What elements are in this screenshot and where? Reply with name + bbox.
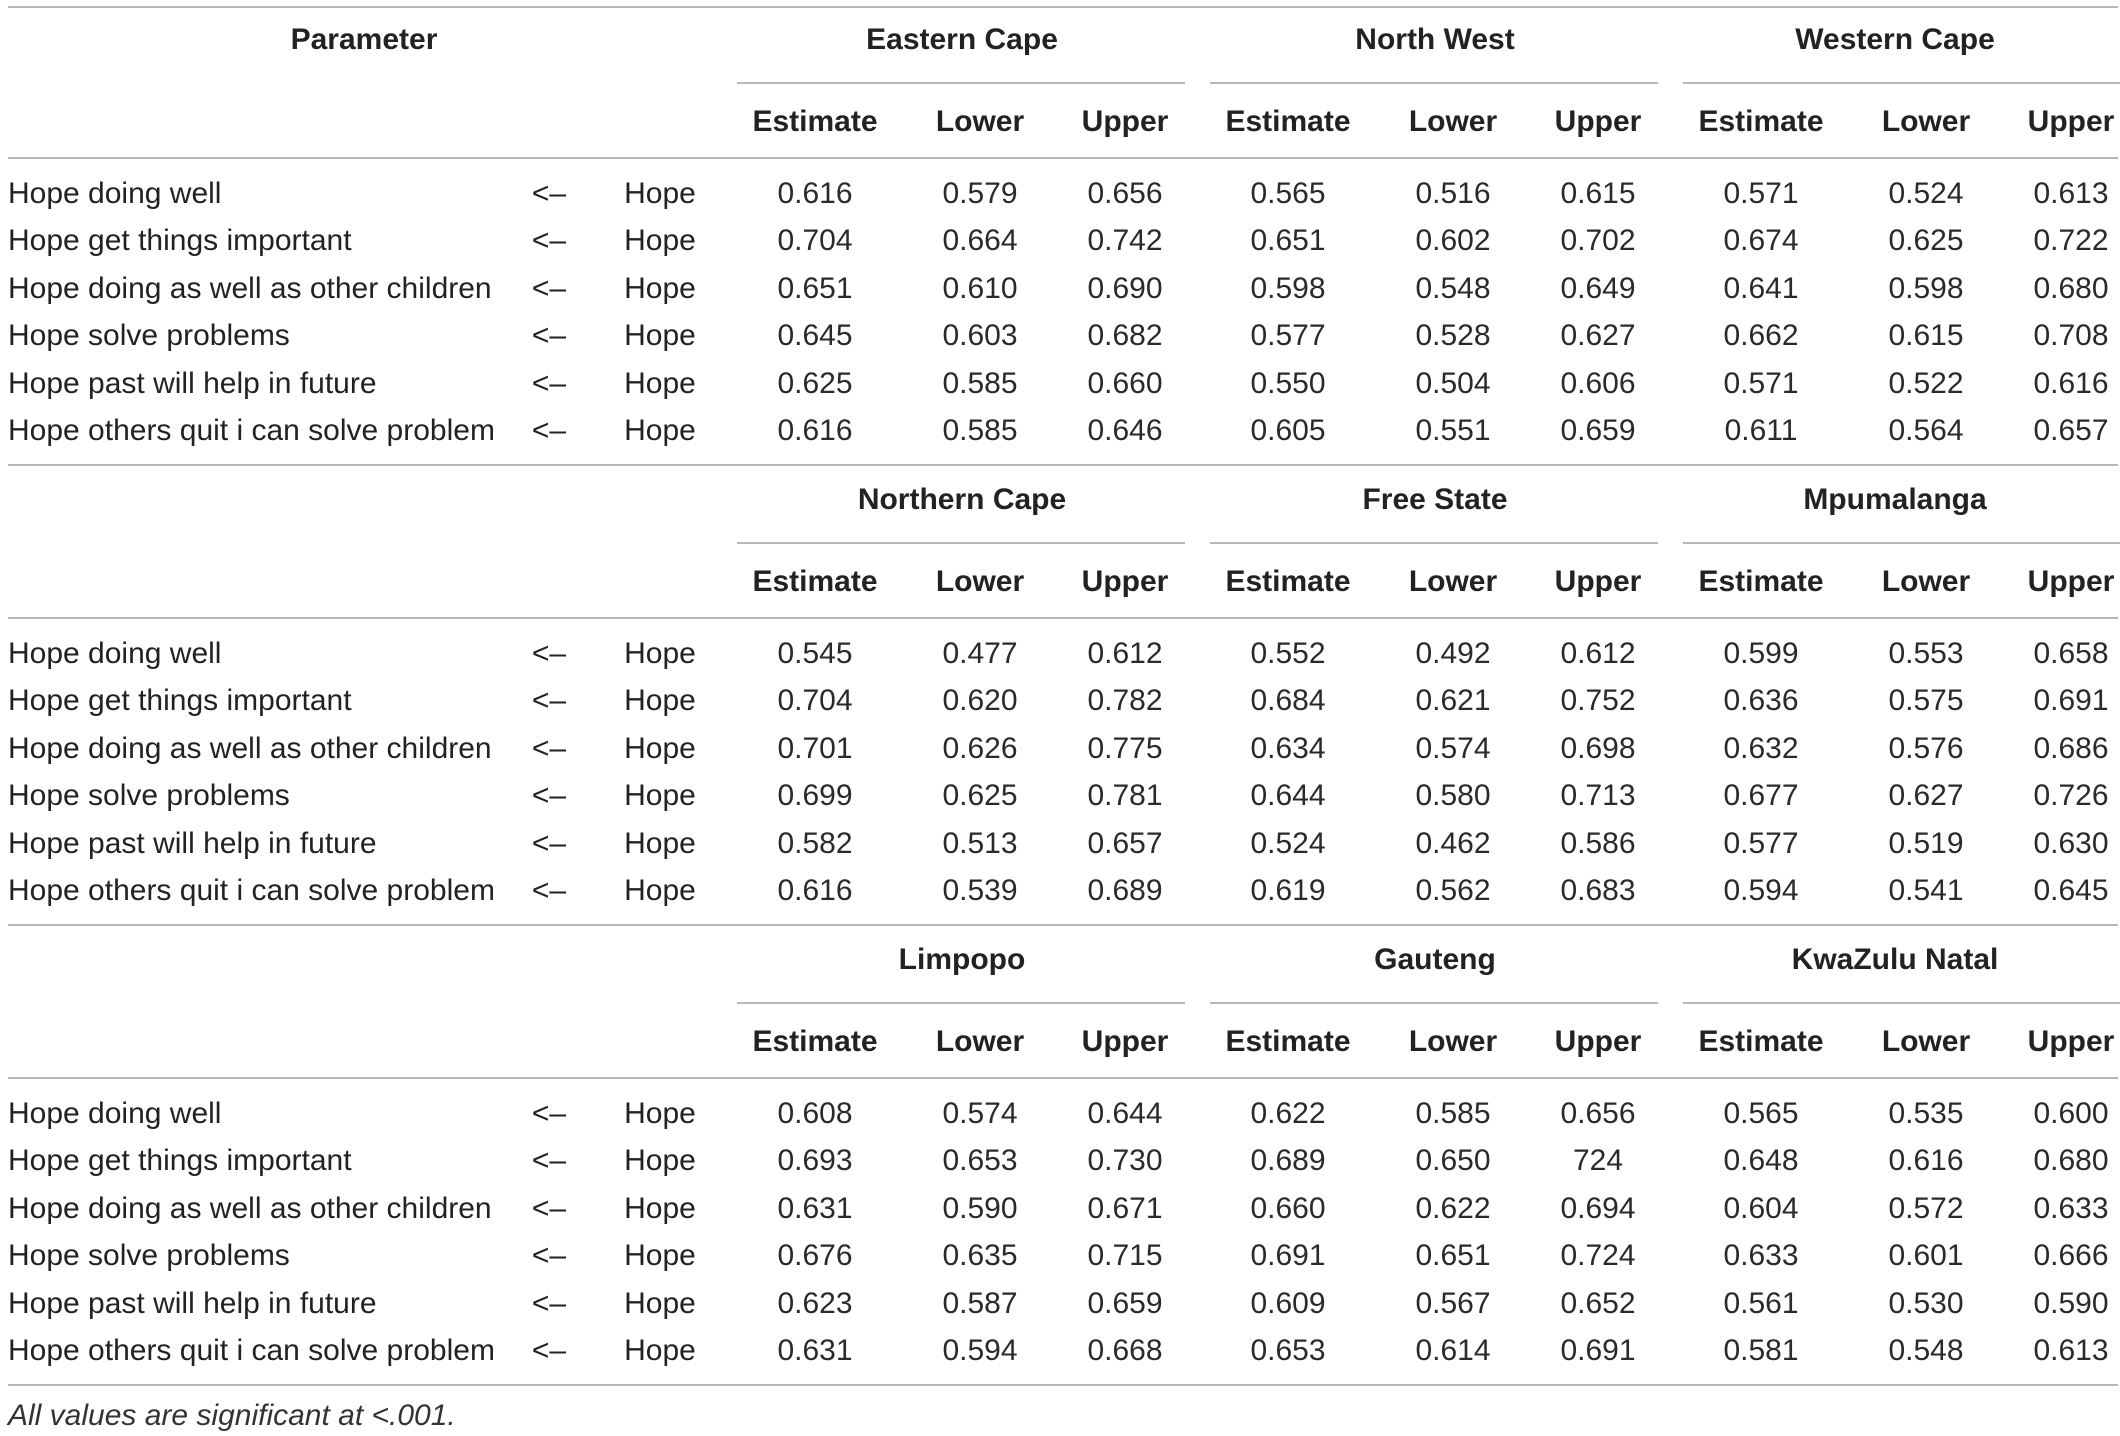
value-cell: 0.574 [942, 1097, 1018, 1130]
province-header: Free State [1362, 483, 1508, 516]
value-cell: 0.686 [2033, 732, 2109, 765]
value-cell: 0.530 [1888, 1287, 1964, 1320]
value-cell: 0.698 [1560, 732, 1636, 765]
value-cell: 0.668 [1087, 1334, 1163, 1367]
value-cell: 0.691 [1250, 1239, 1326, 1272]
value-cell: 0.585 [942, 367, 1018, 400]
value-cell: 0.656 [1087, 177, 1163, 210]
value-cell: 0.594 [942, 1334, 1018, 1367]
value-cell: 0.701 [777, 732, 853, 765]
value-cell: 0.636 [1723, 684, 1799, 717]
value-cell: 0.651 [1415, 1239, 1491, 1272]
value-cell: 0.691 [1560, 1334, 1636, 1367]
latent-label: Hope [624, 1287, 696, 1320]
value-cell: 0.548 [1415, 272, 1491, 305]
arrow-symbol: <– [531, 1192, 567, 1225]
value-cell: 0.528 [1415, 319, 1491, 352]
value-cell: 0.562 [1415, 874, 1491, 907]
province-header: Eastern Cape [866, 23, 1058, 56]
value-cell: 0.632 [1723, 732, 1799, 765]
column-header: Lower [1408, 565, 1498, 598]
value-cell: 0.660 [1250, 1192, 1326, 1225]
value-cell: 0.690 [1087, 272, 1163, 305]
value-cell: 0.726 [2033, 779, 2109, 812]
value-cell: 0.653 [1250, 1334, 1326, 1367]
latent-label: Hope [624, 637, 696, 670]
value-cell: 0.622 [1250, 1097, 1326, 1130]
value-cell: 0.653 [942, 1144, 1018, 1177]
arrow-symbol: <– [531, 1239, 567, 1272]
value-cell: 0.634 [1250, 732, 1326, 765]
value-cell: 0.648 [1723, 1144, 1799, 1177]
value-cell: 0.682 [1087, 319, 1163, 352]
value-cell: 0.680 [2033, 272, 2109, 305]
value-cell: 0.666 [2033, 1239, 2109, 1272]
value-cell: 0.613 [2033, 1334, 2109, 1367]
column-header: Upper [2027, 1025, 2115, 1058]
value-cell: 0.614 [1415, 1334, 1491, 1367]
value-cell: 0.702 [1560, 224, 1636, 257]
value-cell: 0.587 [942, 1287, 1018, 1320]
value-cell: 0.659 [1560, 414, 1636, 447]
arrow-symbol: <– [531, 414, 567, 447]
value-cell: 0.693 [777, 1144, 853, 1177]
value-cell: 0.492 [1415, 637, 1491, 670]
value-cell: 0.627 [1888, 779, 1964, 812]
value-cell: 0.641 [1723, 272, 1799, 305]
column-header: Estimate [1225, 565, 1351, 598]
value-cell: 0.627 [1560, 319, 1636, 352]
value-cell: 0.631 [777, 1334, 853, 1367]
column-header: Estimate [752, 1025, 878, 1058]
column-header: Lower [935, 105, 1025, 138]
arrow-symbol: <– [531, 732, 567, 765]
value-cell: 0.590 [942, 1192, 1018, 1225]
column-header: Lower [1408, 1025, 1498, 1058]
value-cell: 0.613 [2033, 177, 2109, 210]
value-cell: 0.715 [1087, 1239, 1163, 1272]
value-cell: 0.657 [2033, 414, 2109, 447]
row-label: Hope doing as well as other children [8, 272, 492, 305]
value-cell: 0.713 [1560, 779, 1636, 812]
column-header: Lower [1881, 1025, 1971, 1058]
value-cell: 0.590 [2033, 1287, 2109, 1320]
column-header: Upper [1081, 105, 1169, 138]
arrow-symbol: <– [531, 367, 567, 400]
value-cell: 0.651 [1250, 224, 1326, 257]
value-cell: 0.660 [1087, 367, 1163, 400]
value-cell: 0.650 [1415, 1144, 1491, 1177]
value-cell: 0.606 [1560, 367, 1636, 400]
latent-label: Hope [624, 732, 696, 765]
value-cell: 0.625 [1888, 224, 1964, 257]
arrow-symbol: <– [531, 1334, 567, 1367]
value-cell: 0.561 [1723, 1287, 1799, 1320]
value-cell: 0.565 [1723, 1097, 1799, 1130]
arrow-symbol: <– [531, 1097, 567, 1130]
column-header: Estimate [1225, 1025, 1351, 1058]
row-label: Hope doing as well as other children [8, 1192, 492, 1225]
value-cell: 0.571 [1723, 367, 1799, 400]
value-cell: 0.548 [1888, 1334, 1964, 1367]
latent-label: Hope [624, 1334, 696, 1367]
header-rule [8, 157, 2118, 159]
province-header: North West [1355, 23, 1515, 56]
arrow-symbol: <– [531, 637, 567, 670]
province-underline [737, 82, 1185, 84]
value-cell: 0.619 [1250, 874, 1326, 907]
value-cell: 0.604 [1723, 1192, 1799, 1225]
value-cell: 0.598 [1888, 272, 1964, 305]
value-cell: 724 [1572, 1144, 1624, 1177]
value-cell: 0.677 [1723, 779, 1799, 812]
value-cell: 0.645 [777, 319, 853, 352]
block-bottom-rule [8, 924, 2118, 926]
value-cell: 0.611 [1724, 414, 1798, 447]
value-cell: 0.524 [1250, 827, 1326, 860]
value-cell: 0.704 [777, 224, 853, 257]
value-cell: 0.551 [1415, 414, 1491, 447]
value-cell: 0.579 [942, 177, 1018, 210]
latent-label: Hope [624, 827, 696, 860]
value-cell: 0.689 [1087, 874, 1163, 907]
row-label: Hope solve problems [8, 779, 290, 812]
value-cell: 0.652 [1560, 1287, 1636, 1320]
column-header: Upper [2027, 105, 2115, 138]
value-cell: 0.616 [2033, 367, 2109, 400]
value-cell: 0.582 [777, 827, 853, 860]
value-cell: 0.522 [1888, 367, 1964, 400]
value-cell: 0.603 [942, 319, 1018, 352]
arrow-symbol: <– [531, 827, 567, 860]
value-cell: 0.552 [1250, 637, 1326, 670]
value-cell: 0.602 [1415, 224, 1491, 257]
value-cell: 0.680 [2033, 1144, 2109, 1177]
value-cell: 0.730 [1087, 1144, 1163, 1177]
value-cell: 0.752 [1560, 684, 1636, 717]
value-cell: 0.708 [2033, 319, 2109, 352]
value-cell: 0.612 [1087, 637, 1163, 670]
row-label: Hope doing well [8, 637, 222, 670]
value-cell: 0.644 [1250, 779, 1326, 812]
table-top-rule [8, 6, 2118, 8]
value-cell: 0.676 [777, 1239, 853, 1272]
value-cell: 0.649 [1560, 272, 1636, 305]
row-label: Hope doing well [8, 1097, 222, 1130]
province-underline [1210, 542, 1658, 544]
value-cell: 0.625 [942, 779, 1018, 812]
province-header: KwaZulu Natal [1791, 943, 1999, 976]
value-cell: 0.575 [1888, 684, 1964, 717]
value-cell: 0.513 [942, 827, 1018, 860]
province-header: Limpopo [898, 943, 1026, 976]
value-cell: 0.633 [1723, 1239, 1799, 1272]
value-cell: 0.625 [777, 367, 853, 400]
latent-label: Hope [624, 319, 696, 352]
value-cell: 0.621 [1415, 684, 1491, 717]
value-cell: 0.572 [1888, 1192, 1964, 1225]
arrow-symbol: <– [531, 1144, 567, 1177]
latent-label: Hope [624, 684, 696, 717]
value-cell: 0.651 [777, 272, 853, 305]
value-cell: 0.504 [1415, 367, 1491, 400]
arrow-symbol: <– [531, 1287, 567, 1320]
province-header: Gauteng [1374, 943, 1496, 976]
column-header: Upper [1554, 1025, 1642, 1058]
value-cell: 0.646 [1087, 414, 1163, 447]
value-cell: 0.656 [1560, 1097, 1636, 1130]
value-cell: 0.657 [1087, 827, 1163, 860]
column-header: Lower [935, 1025, 1025, 1058]
value-cell: 0.605 [1250, 414, 1326, 447]
value-cell: 0.742 [1087, 224, 1163, 257]
value-cell: 0.594 [1723, 874, 1799, 907]
value-cell: 0.550 [1250, 367, 1326, 400]
value-cell: 0.535 [1888, 1097, 1964, 1130]
value-cell: 0.616 [1888, 1144, 1964, 1177]
value-cell: 0.671 [1087, 1192, 1163, 1225]
arrow-symbol: <– [531, 874, 567, 907]
column-header: Estimate [1698, 565, 1824, 598]
value-cell: 0.567 [1415, 1287, 1491, 1320]
value-cell: 0.600 [2033, 1097, 2109, 1130]
header-rule [8, 617, 2118, 619]
column-header: Estimate [752, 105, 878, 138]
value-cell: 0.577 [1250, 319, 1326, 352]
value-cell: 0.620 [942, 684, 1018, 717]
header-rule [8, 1077, 2118, 1079]
value-cell: 0.574 [1415, 732, 1491, 765]
province-underline [737, 1002, 1185, 1004]
value-cell: 0.662 [1723, 319, 1799, 352]
column-header: Estimate [1225, 105, 1351, 138]
value-cell: 0.576 [1888, 732, 1964, 765]
value-cell: 0.608 [777, 1097, 853, 1130]
value-cell: 0.630 [2033, 827, 2109, 860]
value-cell: 0.616 [777, 177, 853, 210]
value-cell: 0.462 [1415, 827, 1491, 860]
value-cell: 0.689 [1250, 1144, 1326, 1177]
row-label: Hope doing as well as other children [8, 732, 492, 765]
latent-label: Hope [624, 224, 696, 257]
row-label: Hope solve problems [8, 1239, 290, 1272]
value-cell: 0.615 [1888, 319, 1964, 352]
latent-label: Hope [624, 1097, 696, 1130]
row-label: Hope others quit i can solve problem [8, 1334, 495, 1367]
column-header: Lower [1408, 105, 1498, 138]
value-cell: 0.585 [1415, 1097, 1491, 1130]
value-cell: 0.724 [1560, 1239, 1636, 1272]
latent-label: Hope [624, 1239, 696, 1272]
column-header: Estimate [1698, 1025, 1824, 1058]
latent-label: Hope [624, 414, 696, 447]
province-underline [1210, 1002, 1658, 1004]
column-header: Estimate [1698, 105, 1824, 138]
column-header: Upper [1081, 565, 1169, 598]
value-cell: 0.775 [1087, 732, 1163, 765]
value-cell: 0.683 [1560, 874, 1636, 907]
arrow-symbol: <– [531, 684, 567, 717]
value-cell: 0.623 [777, 1287, 853, 1320]
value-cell: 0.580 [1415, 779, 1491, 812]
arrow-symbol: <– [531, 224, 567, 257]
value-cell: 0.609 [1250, 1287, 1326, 1320]
value-cell: 0.616 [777, 874, 853, 907]
column-header: Upper [2027, 565, 2115, 598]
value-cell: 0.581 [1723, 1334, 1799, 1367]
value-cell: 0.644 [1087, 1097, 1163, 1130]
value-cell: 0.631 [777, 1192, 853, 1225]
value-cell: 0.664 [942, 224, 1018, 257]
column-header: Upper [1554, 105, 1642, 138]
value-cell: 0.622 [1415, 1192, 1491, 1225]
value-cell: 0.781 [1087, 779, 1163, 812]
value-cell: 0.674 [1723, 224, 1799, 257]
row-label: Hope others quit i can solve problem [8, 414, 495, 447]
province-underline [1683, 1002, 2120, 1004]
row-label: Hope get things important [8, 684, 352, 717]
row-label: Hope past will help in future [8, 827, 377, 860]
block-bottom-rule [8, 464, 2118, 466]
latent-label: Hope [624, 1144, 696, 1177]
value-cell: 0.694 [1560, 1192, 1636, 1225]
column-header: Lower [1881, 565, 1971, 598]
value-cell: 0.612 [1560, 637, 1636, 670]
column-header: Estimate [752, 565, 878, 598]
province-underline [1683, 542, 2120, 544]
value-cell: 0.626 [942, 732, 1018, 765]
value-cell: 0.598 [1250, 272, 1326, 305]
value-cell: 0.684 [1250, 684, 1326, 717]
value-cell: 0.516 [1415, 177, 1491, 210]
arrow-symbol: <– [531, 779, 567, 812]
footnote: All values are significant at <.001. [8, 1399, 456, 1432]
value-cell: 0.659 [1087, 1287, 1163, 1320]
block-bottom-rule [8, 1384, 2118, 1386]
value-cell: 0.616 [777, 414, 853, 447]
parameter-header: Parameter [290, 23, 438, 56]
value-cell: 0.704 [777, 684, 853, 717]
arrow-symbol: <– [531, 319, 567, 352]
row-label: Hope doing well [8, 177, 222, 210]
value-cell: 0.553 [1888, 637, 1964, 670]
value-cell: 0.564 [1888, 414, 1964, 447]
value-cell: 0.524 [1888, 177, 1964, 210]
arrow-symbol: <– [531, 272, 567, 305]
latent-label: Hope [624, 367, 696, 400]
value-cell: 0.586 [1560, 827, 1636, 860]
province-underline [1210, 82, 1658, 84]
arrow-symbol: <– [531, 177, 567, 210]
latent-label: Hope [624, 1192, 696, 1225]
row-label: Hope get things important [8, 224, 352, 257]
province-underline [737, 542, 1185, 544]
province-underline [1683, 82, 2120, 84]
value-cell: 0.645 [2033, 874, 2109, 907]
value-cell: 0.577 [1723, 827, 1799, 860]
value-cell: 0.635 [942, 1239, 1018, 1272]
value-cell: 0.691 [2033, 684, 2109, 717]
province-header: Northern Cape [857, 483, 1067, 516]
value-cell: 0.601 [1888, 1239, 1964, 1272]
column-header: Upper [1081, 1025, 1169, 1058]
value-cell: 0.599 [1723, 637, 1799, 670]
province-header: Western Cape [1795, 23, 1995, 56]
value-cell: 0.519 [1888, 827, 1964, 860]
value-cell: 0.633 [2033, 1192, 2109, 1225]
latent-label: Hope [624, 874, 696, 907]
value-cell: 0.615 [1560, 177, 1636, 210]
latent-label: Hope [624, 177, 696, 210]
value-cell: 0.699 [777, 779, 853, 812]
latent-label: Hope [624, 779, 696, 812]
row-label: Hope others quit i can solve problem [8, 874, 495, 907]
value-cell: 0.658 [2033, 637, 2109, 670]
value-cell: 0.782 [1087, 684, 1163, 717]
value-cell: 0.545 [777, 637, 853, 670]
value-cell: 0.539 [942, 874, 1018, 907]
column-header: Lower [935, 565, 1025, 598]
row-label: Hope past will help in future [8, 1287, 377, 1320]
latent-label: Hope [624, 272, 696, 305]
value-cell: 0.565 [1250, 177, 1326, 210]
row-label: Hope get things important [8, 1144, 352, 1177]
column-header: Upper [1554, 565, 1642, 598]
value-cell: 0.571 [1723, 177, 1799, 210]
row-label: Hope past will help in future [8, 367, 377, 400]
province-header: Mpumalanga [1803, 483, 1987, 516]
value-cell: 0.722 [2033, 224, 2109, 257]
value-cell: 0.477 [942, 637, 1018, 670]
value-cell: 0.541 [1888, 874, 1964, 907]
column-header: Lower [1881, 105, 1971, 138]
value-cell: 0.610 [942, 272, 1018, 305]
row-label: Hope solve problems [8, 319, 290, 352]
value-cell: 0.585 [942, 414, 1018, 447]
